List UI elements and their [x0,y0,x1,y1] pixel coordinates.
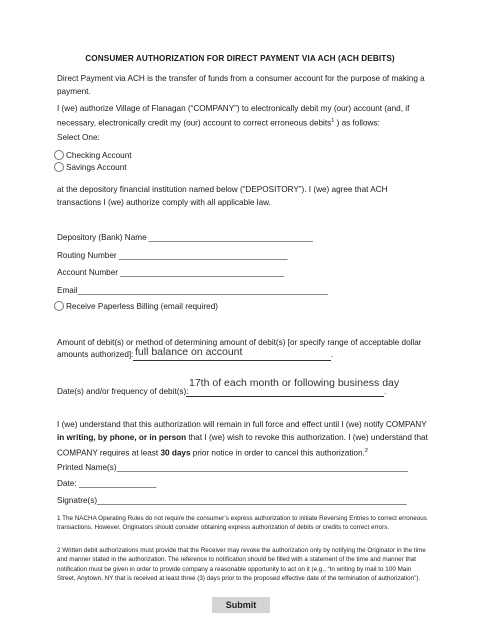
dates-underline [186,396,384,397]
bank-name-field[interactable]: Depository (Bank) Name ____________________________________ [57,233,313,242]
authorization-text-end: ) as follows: [334,118,380,128]
footnote-ref-1: 1 [331,118,335,124]
footnote-ref-2: 2 [364,448,368,454]
revocation-text-1: I (we) understand that this authorization will remain in full force and effect until I (we) notify COMPANY [57,420,427,429]
revocation-bold-text: in writing, by phone, or in person [57,433,187,442]
dates-period: . [384,387,387,396]
savings-account-radio[interactable] [54,162,64,172]
amount-underline [133,360,331,361]
date-field[interactable]: Date: _________________ [57,479,157,488]
revocation-text-2-rest: that I (we) wish to revoke this authorization. I (we) understand that [186,433,428,442]
revocation-text-3-end: prior notice in order to cancel this authorization. [190,448,365,458]
dates-label: Date(s) and/or frequency of debit(s): [57,387,189,396]
dates-field[interactable]: 17th of each month or following business day [189,377,400,389]
form-title: CONSUMER AUTHORIZATION FOR DIRECT PAYMENT VIA ACH (ACH DEBITS) [85,54,395,63]
amount-period: . [331,350,334,359]
amount-field[interactable]: full balance on account [135,346,243,358]
account-number-field[interactable]: Account Number ____________________________________ [57,268,285,277]
revocation-text-3 [57,445,368,460]
authorization-text-main: I (we) authorize Village of Flanagan (“COMPANY”) to electronically debit my (our) account (and, if necessary, electronically credit my (our) account to correct erroneous debits [57,104,410,128]
printed-names-field[interactable]: Printed Name(s)________________________________________________________________ [57,463,409,472]
email-field[interactable]: Email_______________________________________________________ [57,286,328,295]
signature-field[interactable]: Signatre(s)____________________________________________________________________ [57,496,407,505]
checking-account-label: Checking Account [66,151,132,160]
revocation-text-2 [57,432,428,444]
depository-text: at the depository financial institution named below (“DEPOSITORY”). I (we) agree that ACH transactions I (we) authorize comply with all applicable law. [57,185,388,207]
revocation-text-3-start: COMPANY requires at least [57,448,161,458]
checking-account-radio[interactable] [54,150,64,160]
notice-days: 30 days [160,448,191,458]
authorization-text [57,102,437,130]
amount-label: amounts authorized]: [57,350,134,359]
savings-account-label: Savings Account [66,163,127,172]
routing-number-field[interactable]: Routing Number _____________________________________ [57,251,288,260]
amount-text: Amount of debit(s) or method of determining amount of debit(s) [or specify range of acceptable dollar [57,338,422,347]
submit-button[interactable]: Submit [212,597,270,613]
paperless-billing-label: Receive Paperless Billing (email required) [66,302,218,311]
footnote-2: 2 Written debit authorizations must provide that the Receiver may revoke the authorization only by notifying the Originator in the time and manner stated in the authorization. The reference to notification should be filled with a statement of the time and manner that notification must be given in order to provide company a reasonable opportunity to act on it (e.g., “In writing by mail to 100 Main Street, Anytown, NY that is received at least three (3) days prior to the proposed effective date of the termination of authorization”). [57,547,426,583]
paperless-billing-radio[interactable] [54,301,64,311]
footnote-1: 1 The NACHA Operating Rules do not require the consumer’s express authorization to initiate Reversing Entries to correct erroneous transactions. However, Originators should consider obtaining express authorization of debits or credits to correct errors. [57,515,427,532]
intro-text: Direct Payment via ACH is the transfer of funds from a consumer account for the purpose of making a payment. [57,74,425,96]
select-one-label: Select One: [57,133,100,142]
